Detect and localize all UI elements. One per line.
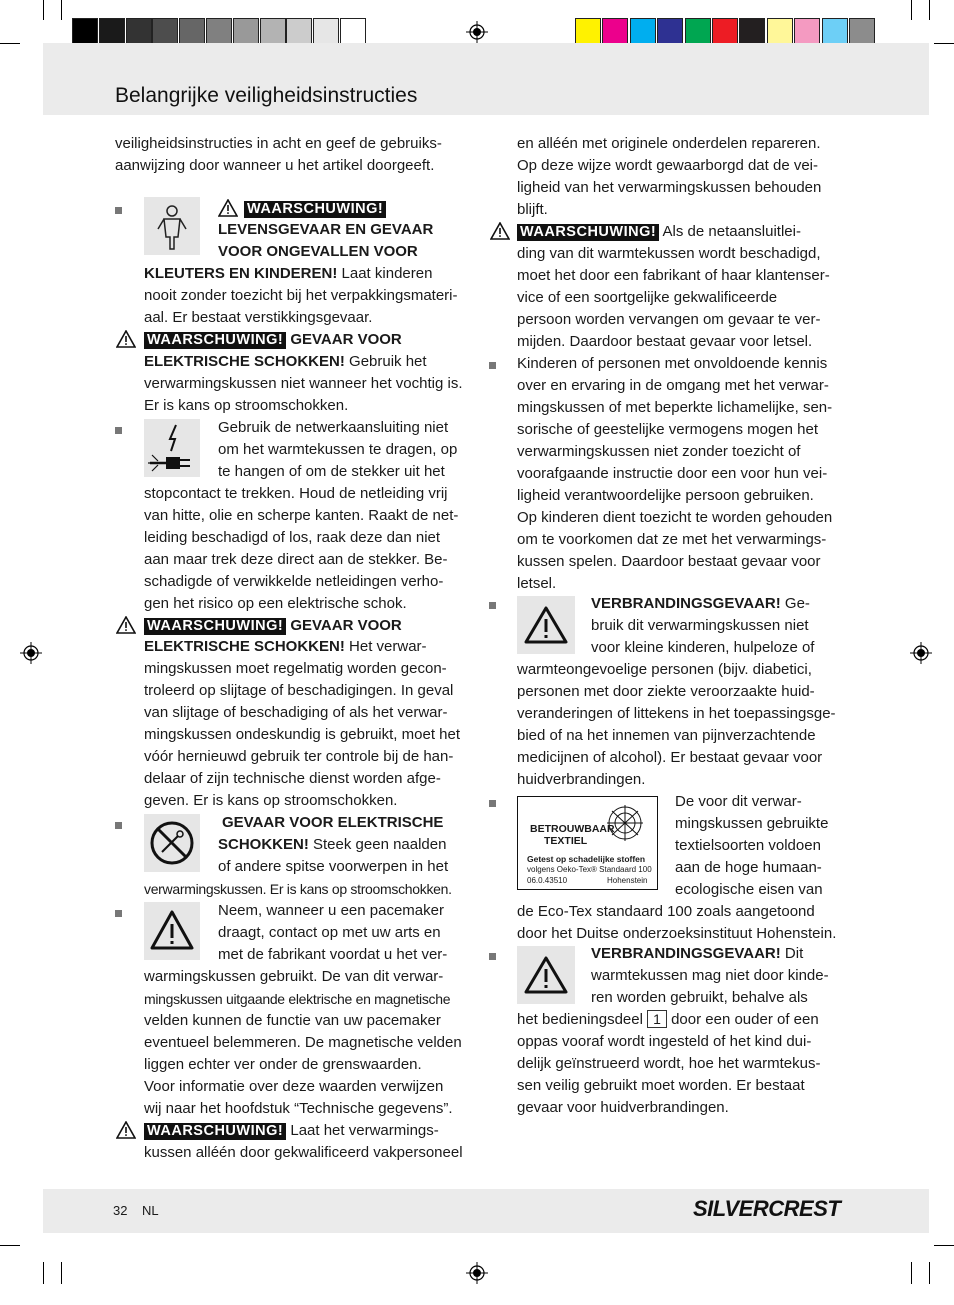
- paragraph-line: ren worden gebruikt, behalve als: [591, 989, 808, 1006]
- paragraph-line: personen met door ziekte veroorzaakte huid-: [517, 683, 815, 700]
- paragraph-line: mingskussen moet regelmatig worden gecon-: [144, 660, 447, 677]
- registration-mark-icon: [910, 642, 932, 664]
- color-swatch: [630, 18, 656, 45]
- paragraph-line: Op kinderen dient toezicht te worden gehouden: [517, 509, 833, 526]
- page-number: 32: [113, 1203, 128, 1218]
- paragraph-line: liggen echter ver onder de grenswaarden.: [144, 1056, 422, 1073]
- paragraph-line: sen veilig gebruikt moet worden. Er bestaat: [517, 1077, 805, 1094]
- paragraph-line: over en ervaring in de omgang met het verwar-: [517, 377, 829, 394]
- warning-triangle-icon: [116, 330, 136, 348]
- bullet: [115, 822, 122, 829]
- gray-swatch: [152, 18, 178, 45]
- paragraph-line: VERBRANDINGSGEVAAR! Dit: [591, 945, 804, 962]
- paragraph-line: ecologische eisen van: [675, 881, 823, 898]
- color-swatch: [657, 18, 683, 45]
- paragraph-line: bied of na het innemen van pijnverzachtende: [517, 727, 816, 744]
- warning-triangle-icon: [116, 1121, 136, 1139]
- paragraph-line: De voor dit verwar-: [675, 793, 802, 810]
- paragraph-line: door het Duitse onderzoeksinstituut Hohenstein.: [517, 925, 837, 942]
- color-swatch: [794, 18, 820, 45]
- paragraph-line: mingskussen uitgaande elektrische en magnetische: [144, 991, 451, 1007]
- heading-text: LEVENSGEVAAR EN GEVAAR: [218, 221, 434, 238]
- language-code: NL: [142, 1203, 159, 1218]
- paragraph-line: voorafgaande instructie door een voor hun vei-: [517, 465, 828, 482]
- paragraph-line: huidverbrandingen.: [517, 771, 646, 788]
- gray-swatch: [126, 18, 152, 45]
- paragraph-line: Kinderen of personen met onvoldoende kennis: [517, 355, 828, 372]
- paragraph-line: ligheid van het verwarmingskussen behouden: [517, 179, 822, 196]
- paragraph-line: Op deze wijze wordt gewaarborgd dat de vei-: [517, 157, 818, 174]
- warning-triangle-icon: [517, 946, 575, 1004]
- paragraph-line: warmingskussen gebruikt. De van dit verwar-: [144, 968, 444, 985]
- page-title: Belangrijke veiligheidsinstructies: [115, 84, 418, 107]
- paragraph-line: veranderingen of littekens in het toepassingsge-: [517, 705, 836, 722]
- color-swatch: [739, 18, 765, 45]
- paragraph-line: eventueel belemmeren. De magnetische velden: [144, 1034, 462, 1051]
- color-swatch: [685, 18, 711, 45]
- warning-triangle-icon: [116, 616, 136, 634]
- paragraph-line: om te voorkomen dat ze met het verwarmings-: [517, 531, 827, 548]
- paragraph-line: verwarmingskussen. Er is kans op stroomschokken.: [144, 881, 452, 897]
- paragraph-line: WAARSCHUWING! Als de netaansluitlei-: [517, 221, 801, 243]
- paragraph-line: te hangen of om de stekker uit het: [218, 463, 445, 480]
- bullet: [115, 910, 122, 917]
- paragraph-line: velden kunnen de functie van uw pacemaker: [144, 1012, 441, 1029]
- paragraph-line: KLEUTERS EN KINDEREN! Laat kinderen: [144, 265, 433, 282]
- gray-swatch: [99, 18, 125, 45]
- paragraph-line: blijft.: [517, 201, 548, 218]
- paragraph-line: mingskussen ondeskundig is gebruikt, moet het: [144, 726, 461, 743]
- paragraph-line: persoon worden vervangen om gevaar te ver-: [517, 311, 821, 328]
- paragraph-line: om het warmtekussen te dragen, op: [218, 441, 458, 458]
- color-swatch: [849, 18, 875, 45]
- bullet: [489, 953, 496, 960]
- paragraph-line: met de fabrikant voordat u het ver-: [218, 946, 448, 963]
- child-warning-icon: [144, 197, 200, 255]
- warning-label: WAARSCHUWING!: [144, 332, 286, 349]
- paragraph-line: geven. Er is kans op stroomschokken.: [144, 792, 398, 809]
- warning-triangle-icon: [490, 222, 510, 240]
- color-swatch: [575, 18, 601, 45]
- paragraph-line: troleerd op slijtage of beschadigingen. In geval: [144, 682, 454, 699]
- crop-mark: [43, 1262, 44, 1284]
- color-swatch: [767, 18, 793, 45]
- paragraph-line: VERBRANDINGSGEVAAR! Ge-: [591, 595, 810, 612]
- paragraph-line: vóór hernieuwd gebruik ter controle bij de han-: [144, 748, 454, 765]
- paragraph-line: kussen alléén door gekwalificeerd vakpersoneel: [144, 1144, 463, 1161]
- paragraph-line: WAARSCHUWING! Laat het verwarmings-: [144, 1120, 439, 1142]
- paragraph-line: warmteongevoelige personen (bijv. diabetici,: [517, 661, 812, 678]
- paragraph-line: wij naar het hoofdstuk “Technische gegevens”.: [144, 1100, 453, 1117]
- bullet: [489, 602, 496, 609]
- warning-label: WAARSCHUWING!: [244, 201, 386, 218]
- paragraph-line: verwarmingskussen niet zonder toezicht of: [517, 443, 801, 460]
- registration-mark-icon: [466, 1262, 488, 1284]
- heading-text: GEVAAR VOOR ELEKTRISCHE: [222, 814, 444, 831]
- paragraph-line: van hitte, olie en scherpe kanten. Raakt de net-: [144, 507, 459, 524]
- paragraph-line: van slijtage of beschadiging of als het verwar-: [144, 704, 448, 721]
- paragraph-line: vice of een soortgelijke gekwalificeerde: [517, 289, 778, 306]
- gray-swatch: [72, 18, 98, 45]
- warning-label: WAARSCHUWING!: [144, 1123, 286, 1140]
- crop-mark: [0, 1245, 20, 1246]
- warning-triangle-icon: [144, 902, 200, 960]
- heading-text: VOOR ONGEVALLEN VOOR: [218, 243, 418, 260]
- paragraph-line: verwarmingskussen niet wanneer het vochtig is.: [144, 375, 463, 392]
- electric-plug-icon: [144, 419, 200, 477]
- bullet: [115, 207, 122, 214]
- color-swatch: [602, 18, 628, 45]
- paragraph-line: leiding beschadigd of los, raak deze dan niet: [144, 529, 441, 546]
- paragraph-line: draagt, contact op met uw arts en: [218, 924, 441, 941]
- gray-swatch: [233, 18, 259, 45]
- paragraph-line: mingskussen of met beperkte lichamelijke, sen-: [517, 399, 833, 416]
- paragraph-line: oppas vooraf wordt ingesteld of het kind dui-: [517, 1033, 812, 1050]
- crop-mark: [911, 1262, 912, 1284]
- paragraph-line: ding van dit warmtekussen wordt beschadigd,: [517, 245, 821, 262]
- paragraph-line: mingskussen gebruikte: [675, 815, 829, 832]
- paragraph-line: de Eco-Tex standaard 100 zoals aangetoond: [517, 903, 815, 920]
- paragraph-line: WAARSCHUWING! GEVAAR VOOR: [144, 615, 402, 637]
- bullet: [489, 362, 496, 369]
- paragraph-line: Er is kans op stroomschokken.: [144, 397, 349, 414]
- paragraph-line: delaar of zijn technische dienst worden afge-: [144, 770, 441, 787]
- paragraph-line: stopcontact te trekken. Houd de netleiding vrij: [144, 485, 448, 502]
- color-swatch: [712, 18, 738, 45]
- paragraph-line: nooit zonder toezicht bij het verpakkingsmateri-: [144, 287, 458, 304]
- crop-mark: [0, 43, 20, 44]
- paragraph-line: of andere spitse voorwerpen in het: [218, 858, 449, 875]
- paragraph-line: ELEKTRISCHE SCHOKKEN! Het verwar-: [144, 638, 427, 655]
- crop-mark: [911, 0, 912, 20]
- paragraph-line: mijden. Daardoor bestaat gevaar voor letsel.: [517, 333, 813, 350]
- control-number-badge: 1: [647, 1010, 667, 1028]
- crop-mark: [934, 1245, 954, 1246]
- crop-mark: [61, 0, 62, 20]
- registration-mark-icon: [20, 642, 42, 664]
- brand-logo: SILVERCREST: [693, 1196, 841, 1221]
- gray-swatch: [179, 18, 205, 45]
- color-swatch: [822, 18, 848, 45]
- gray-swatch: [260, 18, 286, 45]
- paragraph-line: sorische of geestelijke vermogens mogen het: [517, 421, 818, 438]
- paragraph-line: aan maar trek deze direct aan de stekker. Be-: [144, 551, 448, 568]
- intro-text: veiligheidsinstructies in acht en geef de gebruiks-aanwijzing door wanneer u het artikel doorgeeft.: [115, 135, 442, 174]
- bullet: [489, 800, 496, 807]
- paragraph-line: aan de hoge humaan-: [675, 859, 822, 876]
- paragraph-line: warmtekussen mag niet door kinde-: [591, 967, 829, 984]
- paragraph-line: ELEKTRISCHE SCHOKKEN! Gebruik het: [144, 353, 427, 370]
- crop-mark: [929, 0, 930, 20]
- oeko-tex-label: BETROUWBAAR TEXTIEL Getest op schadelijke stoffen volgens Oeko-Tex® Standaard 100 06.0.43510 Hohenstein: [517, 796, 658, 890]
- paragraph-line: Voor informatie over deze waarden verwijzen: [144, 1078, 444, 1095]
- paragraph-line: voor kleine kinderen, hulpeloze of: [591, 639, 815, 656]
- crop-mark: [43, 0, 44, 20]
- warning-triangle-icon: [517, 596, 575, 654]
- paragraph-line: textielsoorten voldoen: [675, 837, 821, 854]
- paragraph-line: letsel.: [517, 575, 557, 592]
- paragraph-line: schadigde of verwikkelde netleidingen verho-: [144, 573, 444, 590]
- paragraph-line: gen het risico op een elektrische schok.: [144, 595, 407, 612]
- paragraph-line: Gebruik de netwerkaansluiting niet: [218, 419, 449, 436]
- paragraph-line: WAARSCHUWING! GEVAAR VOOR: [144, 329, 402, 351]
- gray-swatch: [286, 18, 312, 45]
- gray-swatch: [340, 18, 366, 45]
- warning-triangle-icon: [218, 199, 238, 217]
- warning-label: WAARSCHUWING!: [144, 618, 286, 635]
- registration-mark-icon: [466, 21, 488, 43]
- crop-mark: [934, 43, 954, 44]
- paragraph-line: en alléén met originele onderdelen repareren.: [517, 135, 821, 152]
- paragraph-line: aal. Er bestaat verstikkingsgevaar.: [144, 309, 373, 326]
- paragraph-line: kussen spelen. Daardoor bestaat gevaar voor: [517, 553, 821, 570]
- paragraph-line: Neem, wanneer u een pacemaker: [218, 902, 444, 919]
- paragraph-line: SCHOKKEN! Steek geen naalden: [218, 836, 447, 853]
- paragraph-line: delijk geïnstrueerd wordt, hoe het warmtekus-: [517, 1055, 821, 1072]
- crop-mark: [61, 1262, 62, 1284]
- paragraph-line: het bedieningsdeel 1 door een ouder of een: [517, 1011, 819, 1028]
- crop-mark: [929, 1262, 930, 1284]
- paragraph-line: medicijnen of alcohol). Er bestaat gevaar voor: [517, 749, 823, 766]
- paragraph-line: bruik dit verwarmingskussen niet: [591, 617, 809, 634]
- bullet: [115, 427, 122, 434]
- paragraph-line: ligheid verantwoordelijke persoon gebruiken.: [517, 487, 814, 504]
- paragraph-line: gevaar voor huidverbrandingen.: [517, 1099, 729, 1116]
- gray-swatch: [206, 18, 232, 45]
- warning-label: WAARSCHUWING!: [517, 224, 659, 241]
- gray-swatch: [313, 18, 339, 45]
- paragraph-line: moet het door een fabrikant of haar klantenser-: [517, 267, 830, 284]
- no-needle-icon: [144, 814, 200, 872]
